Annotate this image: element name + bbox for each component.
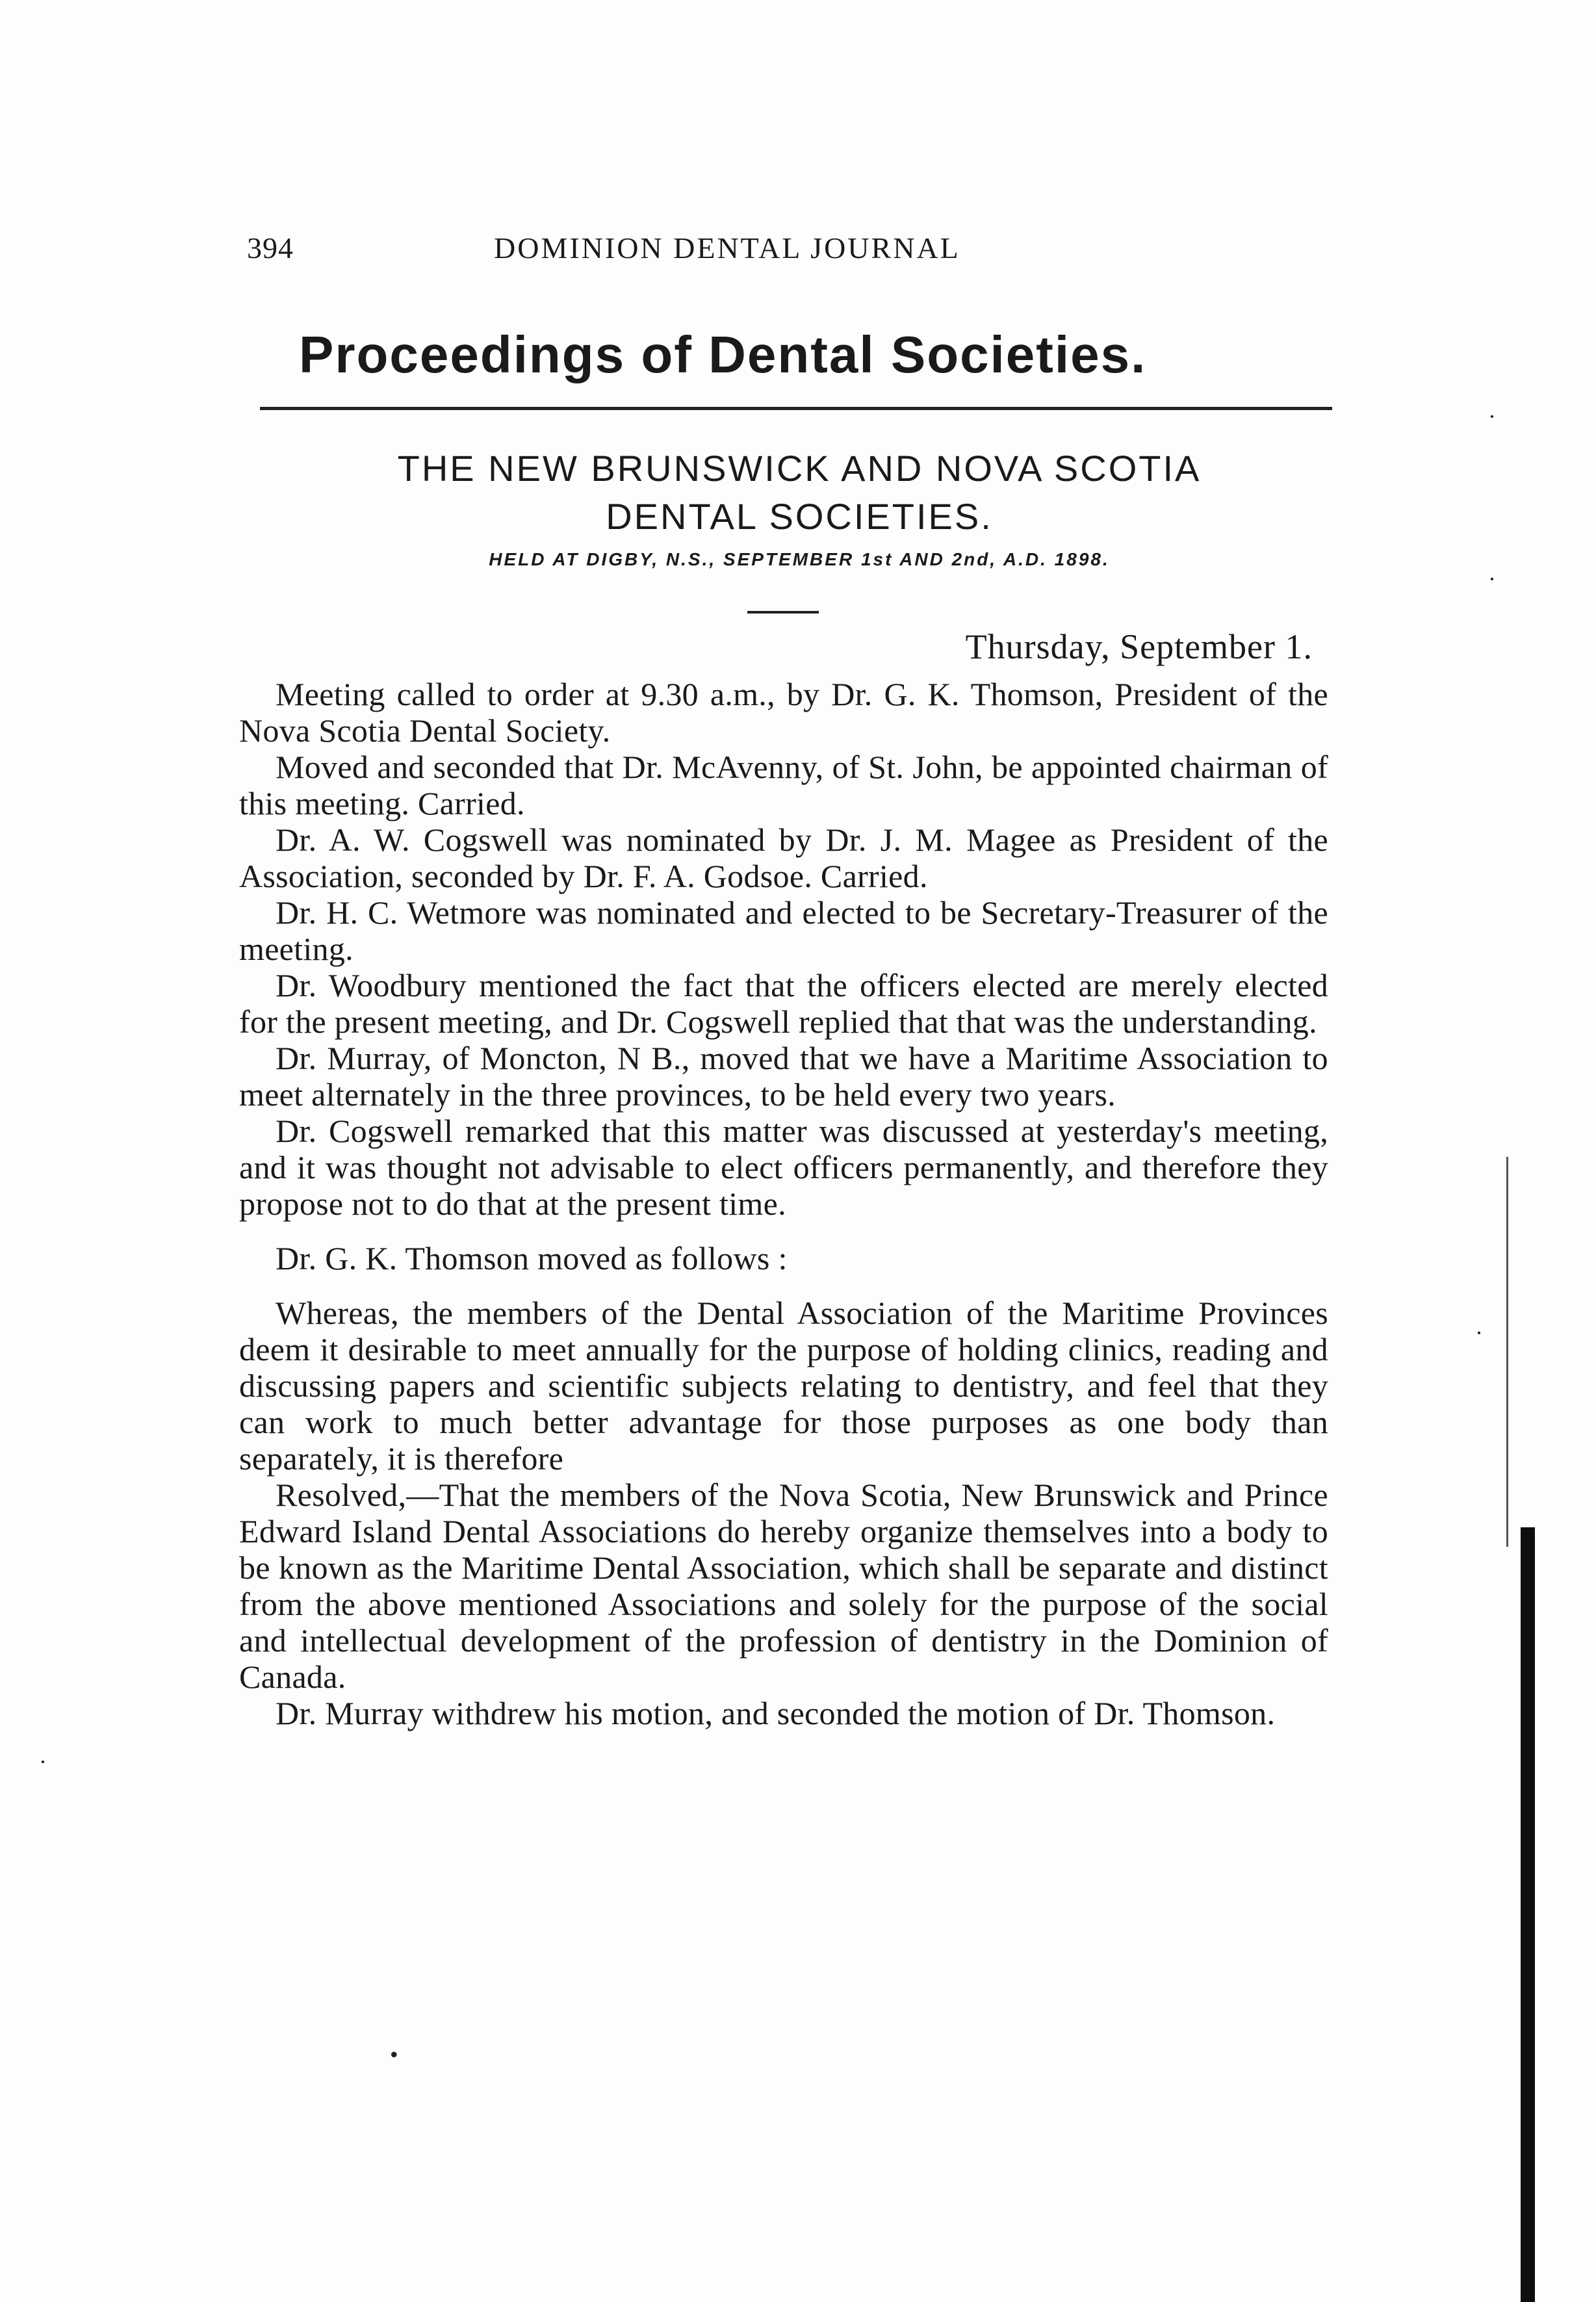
- journal-title: DOMINION DENTAL JOURNAL: [494, 231, 960, 265]
- paragraph: Dr. Cogswell remarked that this matter was discussed at yesterday's meeting, and it was thought not advisable to elect officers permanently, and therefore they propose not to do that at the present time.: [239, 1113, 1328, 1222]
- paragraph: Resolved,—That the members of the Nova Scotia, New Brunswick and Prince Edward Island Dental Associations do hereby organize themselves into a body to be known as the Maritime Dental Association, which shall be separate and distinct from the above mentioned Associations and solely for the purpose of the social and intellectual development of the profession of dentistry in the Dominion of Canada.: [239, 1477, 1328, 1695]
- meeting-location-date: HELD AT DIGBY, N.S., SEPTEMBER 1st AND 2nd, A.D. 1898.: [489, 549, 1110, 569]
- speck-mark: ·: [1488, 404, 1496, 430]
- speck-mark: ·: [1488, 566, 1496, 592]
- speck-mark: •: [390, 2041, 398, 2067]
- title-rule: [260, 407, 1332, 410]
- paragraph: Dr. H. C. Wetmore was nominated and elected to be Secretary-Treasurer of the meeting.: [239, 894, 1328, 967]
- minutes-body: [239, 676, 1328, 1731]
- paragraph: Meeting called to order at 9.30 a.m., by Dr. G. K. Thomson, President of the Nova Scotia Dental Society.: [239, 676, 1328, 749]
- binding-edge-shadow: [1521, 1527, 1535, 2302]
- paragraph: Dr. Woodbury mentioned the fact that the officers elected are merely elected for the present meeting, and Dr. Cogswell replied that that was the understanding.: [239, 967, 1328, 1040]
- speck-mark: ·: [1475, 1320, 1483, 1346]
- binding-edge-line: [1506, 1157, 1508, 1547]
- paragraph: Dr. A. W. Cogswell was nominated by Dr. J. M. Magee as President of the Association, seconded by Dr. F. A. Godsoe. Carried.: [239, 821, 1328, 894]
- paragraph: Dr. G. K. Thomson moved as follows :: [276, 1240, 788, 1276]
- society-title-line2: DENTAL SOCIETIES.: [606, 496, 993, 537]
- paragraph: Whereas, the members of the Dental Association of the Maritime Provinces deem it desirable to meet annually for the purpose of holding clinics, reading and discussing papers and scientific subjects relating to dentistry, and feel that they can work to much better advantage for those purposes as one body than separately, it is therefore: [239, 1295, 1328, 1477]
- paragraph: Dr. Murray withdrew his motion, and seconded the motion of Dr. Thomson.: [276, 1695, 1276, 1731]
- society-title-line1: THE NEW BRUNSWICK AND NOVA SCOTIA: [397, 448, 1202, 489]
- paragraph: Moved and seconded that Dr. McAvenny, of St. John, be appointed chairman of this meeting. Carried.: [239, 749, 1328, 821]
- running-head: [247, 231, 1339, 270]
- page-number: 394: [247, 231, 294, 265]
- short-divider: [747, 611, 819, 614]
- speck-mark: ·: [39, 1749, 47, 1775]
- dateline: Thursday, September 1.: [965, 627, 1313, 666]
- section-title: Proceedings of Dental Societies.: [299, 326, 1147, 383]
- paragraph: Dr. Murray, of Moncton, N B., moved that we have a Maritime Association to meet alternately in the three provinces, to be held every two years.: [239, 1040, 1328, 1113]
